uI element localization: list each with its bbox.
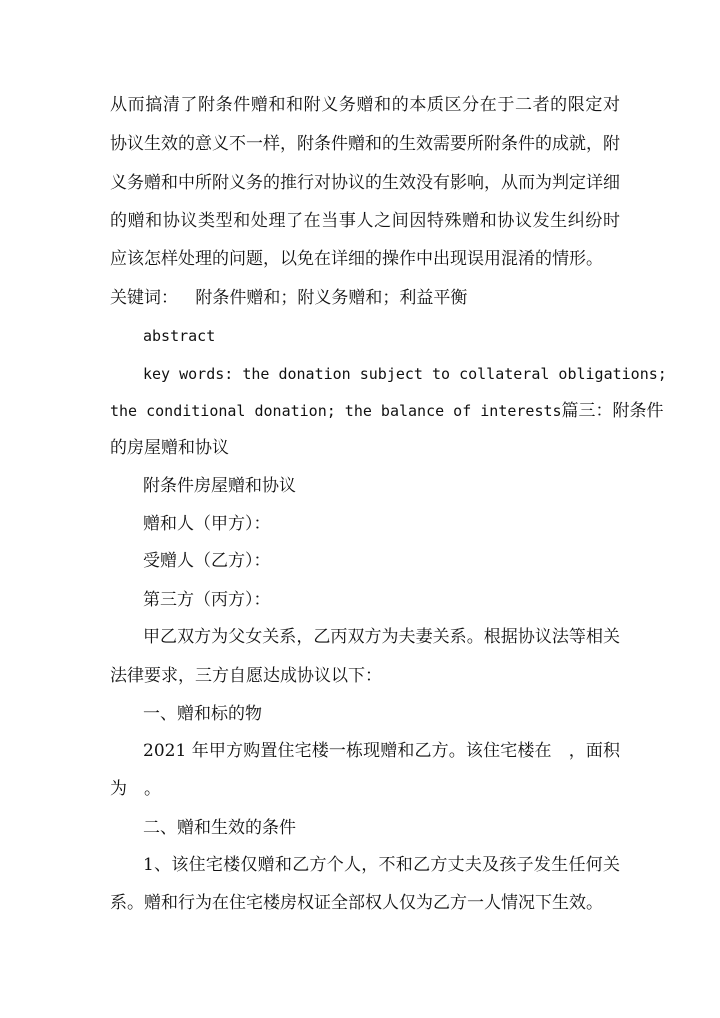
party-c-line: 第三方（丙方）： — [143, 590, 271, 610]
contract-title: 附条件房屋赠和协议 — [143, 476, 296, 496]
body-text-line: 为 。 — [110, 779, 161, 799]
body-text-line: 义务赠和中所附义务的推行对协议的生效没有影响，从而为判定详细 — [110, 173, 620, 193]
english-keywords-line — [110, 400, 664, 422]
keywords-text: 附条件赠和；附义务赠和；利益平衡 — [195, 288, 468, 308]
body-text-line: 系。赠和行为在住宅楼房权证全部权人仅为乙方一人情况下生效。 — [110, 893, 603, 913]
party-a-line: 赠和人（甲方）： — [143, 514, 271, 534]
body-text-line: 2021 年甲方购置住宅楼一栋现赠和乙方。该住宅楼在 ，面积 — [143, 741, 620, 761]
body-text-line: 法律要求，三方自愿达成协议以下： — [110, 666, 382, 686]
keywords-label: 关键词： — [110, 288, 178, 308]
body-text-line: 从而搞清了附条件赠和和附义务赠和的本质区分在于二者的限定对 — [110, 95, 620, 115]
section-heading: 二、赠和生效的条件 — [143, 818, 296, 838]
body-text-line: 甲乙双方为父女关系，乙丙双方为夫妻关系。根据协议法等相关 — [143, 627, 620, 647]
body-text-line: 1、该住宅楼仅赠和乙方个人，不和乙方丈夫及孩子发生任何关 — [143, 855, 620, 875]
body-text-line: 的房屋赠和协议 — [110, 438, 229, 458]
abstract-heading: abstract — [143, 327, 216, 345]
section-marker-text: 篇三：附条件 — [561, 401, 664, 421]
section-heading: 一、赠和标的物 — [143, 704, 262, 724]
body-text-line: 的赠和协议类型和处理了在当事人之间因特殊赠和协议发生纠纷时 — [110, 211, 620, 231]
english-keywords-text: the conditional donation; the balance of interests — [110, 402, 562, 420]
body-text-line: 协议生效的意义不一样，附条件赠和的生效需要所附条件的成就，附 — [110, 134, 620, 154]
party-b-line: 受赠人（乙方）： — [143, 551, 271, 571]
keywords-line — [110, 287, 620, 309]
body-text-line: 应该怎样处理的问题，以免在详细的操作中出现误用混淆的情形。 — [110, 249, 603, 269]
english-keywords-line: key words: the donation subject to collateral obligations; — [143, 365, 667, 383]
